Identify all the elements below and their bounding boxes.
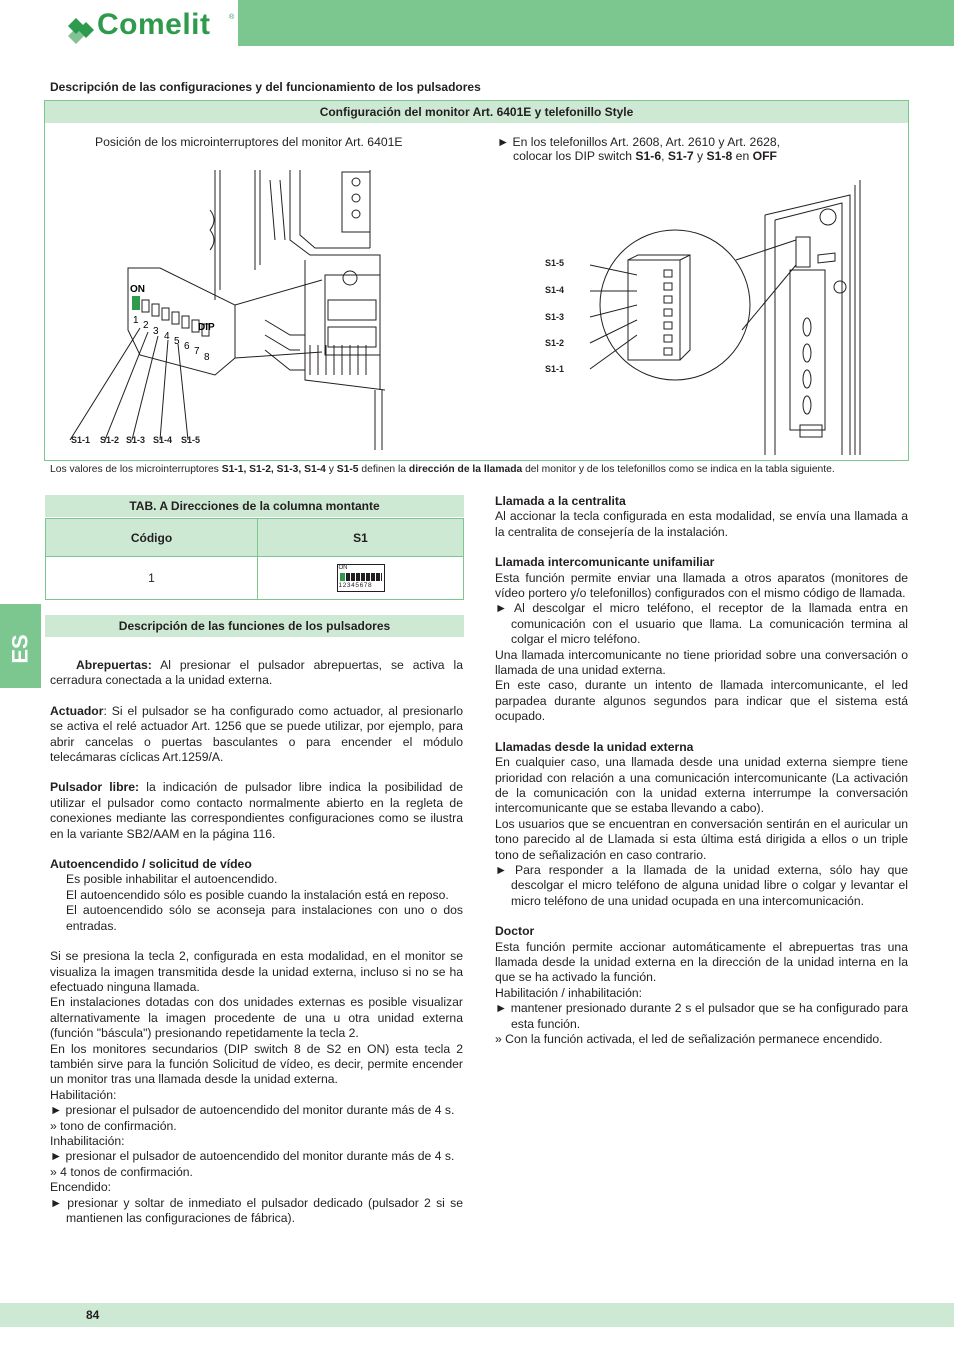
abrepuertas-title: Abrepuertas: bbox=[76, 658, 152, 672]
table-row bbox=[46, 557, 464, 600]
section-title: Descripción de las configuraciones y del funcionamiento de los pulsadores bbox=[50, 80, 481, 94]
auto-line-1: Es posible inhabilitar el autoencendido. bbox=[66, 872, 278, 887]
autoencendido-title: Autoencendido / solicitud de vídeo bbox=[50, 857, 252, 872]
actuador-text: : Si el pulsador se ha configurado como actuador, al presionarlo se activa el relé actuador Art. 1256 que se puede utilizar, por ejemplo, para abrir cancelas o puertas basculantes o para encender el módulo telecámaras cíclicas Art.1259/A. bbox=[50, 703, 463, 765]
abrepuertas-paragraph bbox=[50, 658, 463, 689]
table-a-col-s1: S1 bbox=[258, 519, 464, 557]
right-label-s1-1: S1-1 bbox=[545, 364, 565, 374]
caption-y: y bbox=[693, 149, 707, 163]
auto-line-3: El autoencendido sólo se aconseja para instalaciones con uno o dos entradas. bbox=[66, 903, 463, 933]
footer-bar bbox=[0, 1303, 954, 1327]
table-a bbox=[45, 518, 464, 600]
language-tab-label: ES bbox=[7, 634, 33, 664]
inhabilitacion-label: Inhabilitación: bbox=[50, 1133, 125, 1148]
dip-num-6: 6 bbox=[184, 341, 190, 352]
caption-s18: S1-8 bbox=[706, 149, 733, 163]
external-para-1: En cualquier caso, una llamada desde una unidad externa siempre tiene prioridad con relación a una comunicación intercomunicante (La activación de la comunicación con la unidad externa interrumpe la conversación intercomunicante que se estaba llevando a cabo). bbox=[495, 755, 908, 816]
left-label-s1-2: S1-2 bbox=[100, 435, 120, 445]
comelit-logo-icon bbox=[66, 16, 96, 44]
intercom-para-3: En este caso, durante un intento de llamada intercomunicante, el led parpadea durante algunos segundos para indicar que el sistema está ocupado. bbox=[495, 678, 908, 724]
intercom-title: Llamada intercomunicante unifamiliar bbox=[495, 555, 715, 570]
dip-num-5: 5 bbox=[174, 336, 180, 347]
doctor-para-2: Habilitación / inhabilitación: bbox=[495, 985, 643, 1000]
table-a-title: TAB. A Direcciones de la columna montante bbox=[45, 495, 464, 517]
inhabilitacion-step-1: ► presionar el pulsador de autoencendido del monitor durante más de 4 s. bbox=[50, 1149, 455, 1164]
external-title: Llamadas desde la unidad externa bbox=[495, 739, 694, 754]
language-tab bbox=[0, 604, 41, 688]
handset-dip-diagram bbox=[560, 175, 870, 455]
right-label-s1-3: S1-3 bbox=[545, 312, 565, 322]
centralita-title: Llamada a la centralita bbox=[495, 494, 626, 508]
habilitacion-step-2: » tono de confirmación. bbox=[50, 1118, 177, 1133]
doctor-para-1: Esta función permite accionar automáticamente el abrepuertas tras una llamada desde la unidad externa en la dirección de la unidad interna en la que se ha activado la función. bbox=[495, 939, 908, 985]
right-caption-line2 bbox=[497, 149, 809, 163]
dip-dip-label: DIP bbox=[198, 322, 215, 333]
pulsador-libre-text: la indicación de pulsador libre indica la posibilidad de utilizar el pulsador como contacto normalmente abierto en la regleta de conexiones mediante las correspondientes configuraciones como se ilustra en la variante SB2/AAM en la página 116. bbox=[50, 780, 463, 841]
abrepuertas-text: Al presionar el pulsador abrepuertas, se activa la cerradura conectada a la unidad externa. bbox=[50, 658, 463, 688]
right-label-s1-2: S1-2 bbox=[545, 338, 565, 348]
caption-off: OFF bbox=[752, 149, 777, 163]
left-label-s1-3: S1-3 bbox=[126, 435, 146, 445]
note-text-pre: Los valores de los microinterruptores bbox=[50, 464, 222, 475]
monitor-dip-diagram bbox=[60, 160, 390, 450]
doctor-step-2: » Con la función activada, el led de señalización permanece encendido. bbox=[495, 1032, 883, 1046]
caption-en: en bbox=[732, 149, 753, 163]
inhabilitacion-step-2: » 4 tonos de confirmación. bbox=[50, 1164, 193, 1179]
actuador-paragraph bbox=[50, 704, 463, 766]
auto-line-2: El autoencendido sólo es posible cuando la instalación está en reposo. bbox=[66, 887, 449, 902]
config-box-title: Configuración del monitor Art. 6401E y telefonillo Style bbox=[45, 101, 908, 123]
encendido-step-1: ► presionar y soltar de inmediato el pulsador dedicado (pulsador 2 si se mantienen las configuraciones de fábrica). bbox=[50, 1195, 463, 1225]
intercom-text: Esta función permite enviar una llamada a otros aparatos (monitores de vídeo portero y/o telefonillos) configurados con el mismo código de llamada. bbox=[495, 570, 908, 601]
logo-text: Comelit bbox=[97, 8, 211, 41]
left-caption: Posición de los microinterruptores del monitor Art. 6401E bbox=[95, 135, 403, 149]
auto-para-1: Si se presiona la tecla 2, configurada en esta modalidad, en el monitor se visualiza la imagen transmitida desde la unidad externa, incluso si no se ha efectuado ninguna llamada. bbox=[50, 949, 463, 994]
left-column bbox=[50, 658, 463, 1226]
dip-num-2: 2 bbox=[143, 320, 149, 331]
centralita-text: Al accionar la tecla configurada en esta modalidad, se envía una llamada a la centralita de consejería de la instalación. bbox=[495, 509, 908, 539]
mini-dip-switches bbox=[346, 573, 382, 581]
table-a-header-row bbox=[46, 519, 464, 557]
values-note bbox=[50, 464, 910, 475]
caption-text: colocar los DIP switch bbox=[513, 149, 636, 163]
dip-on-label: ON bbox=[130, 284, 145, 295]
pulsador-libre-paragraph bbox=[50, 780, 463, 842]
intercom-para-2: Una llamada intercomunicante no tiene prioridad sobre una conversación o llamada de una unidad externa. bbox=[495, 647, 908, 678]
dip-num-7: 7 bbox=[194, 346, 200, 357]
mini-dip-numbers: 12345678 bbox=[338, 582, 373, 589]
actuador-title: Actuador bbox=[50, 703, 104, 718]
note-mid: definen la bbox=[358, 464, 409, 475]
right-label-s1-4: S1-4 bbox=[545, 285, 565, 295]
dip-num-8: 8 bbox=[204, 352, 210, 363]
note-y: y bbox=[325, 464, 337, 475]
habilitacion-label: Habilitación: bbox=[50, 1087, 117, 1102]
caption-s16: S1-6 bbox=[635, 149, 662, 163]
mini-dip-on: ON bbox=[338, 565, 348, 571]
dip-num-4: 4 bbox=[164, 331, 170, 342]
doctor-title: Doctor bbox=[495, 924, 535, 939]
left-label-s1-1: S1-1 bbox=[71, 435, 91, 445]
note-direction: dirección de la llamada bbox=[408, 464, 523, 475]
encendido-label: Encendido: bbox=[50, 1180, 111, 1195]
left-label-s1-4: S1-4 bbox=[153, 435, 173, 445]
mini-dip-icon bbox=[337, 564, 385, 592]
table-a-col-code: Código bbox=[46, 519, 258, 557]
caption-sep: , bbox=[661, 149, 668, 163]
auto-para-3: En los monitores secundarios (DIP switch 8 de S2 en ON) esta tecla 2 también sirve para la función Solicitud de vídeo, es decir, permite encender un monitor tras una llamada desde la unidad externa. bbox=[50, 1041, 463, 1087]
external-step-1: ► Para responder a la llamada de la unidad externa, sólo hay que descolgar el micro teléfono de alguna unidad libre o colgar y levantar el micro teléfono de una unidad ocupada en una intercomunicación. bbox=[495, 862, 908, 908]
note-switches: S1-1, S1-2, S1-3, S1-4 bbox=[221, 464, 326, 475]
table-a-dip-cell bbox=[258, 557, 464, 600]
mini-dip-switch-on bbox=[340, 573, 345, 581]
caption-s17: S1-7 bbox=[667, 149, 694, 163]
functions-title: Descripción de las funciones de los pulsadores bbox=[45, 615, 464, 637]
table-a-code-value: 1 bbox=[46, 557, 258, 600]
right-caption-line1: ► En los telefonillos Art. 2608, Art. 2610 y Art. 2628, bbox=[497, 135, 781, 149]
dip-num-3: 3 bbox=[153, 326, 159, 337]
note-s15: S1-5 bbox=[336, 464, 359, 475]
logo-registered: ® bbox=[229, 14, 235, 21]
dip-num-1: 1 bbox=[133, 315, 139, 326]
habilitacion-step-1: ► presionar el pulsador de autoencendido del monitor durante más de 4 s. bbox=[50, 1103, 455, 1118]
right-label-s1-5: S1-5 bbox=[545, 258, 565, 268]
doctor-step-1: ► mantener presionado durante 2 s el pulsador que se ha configurado para esta función. bbox=[495, 1001, 908, 1031]
left-label-s1-5: S1-5 bbox=[181, 435, 201, 445]
note-post: del monitor y de los telefonillos como se indica en la tabla siguiente. bbox=[522, 464, 835, 475]
external-para-2: Los usuarios que se encuentran en conversación sentirán en el auricular un tono parecido al de Llamada si esta última está dirigida a ellos o un triple tono de señalización en caso contrario. bbox=[495, 816, 908, 862]
page-number: 84 bbox=[86, 1308, 100, 1322]
right-column bbox=[495, 494, 908, 1047]
auto-para-2: En instalaciones dotadas con dos unidades externas es posible visualizar alternativamente la imagen procedente de una u otra unidad externa (función "báscula") presionando repetidamente la tecla 2. bbox=[50, 995, 463, 1041]
right-caption bbox=[497, 135, 809, 163]
pulsador-libre-title: Pulsador libre: bbox=[50, 780, 140, 795]
intercom-step-1: ► Al descolgar el micro teléfono, el receptor de la llamada entra en comunicación con el usuario que llama. La comunicación termina al colgar el micro teléfono. bbox=[495, 601, 908, 647]
